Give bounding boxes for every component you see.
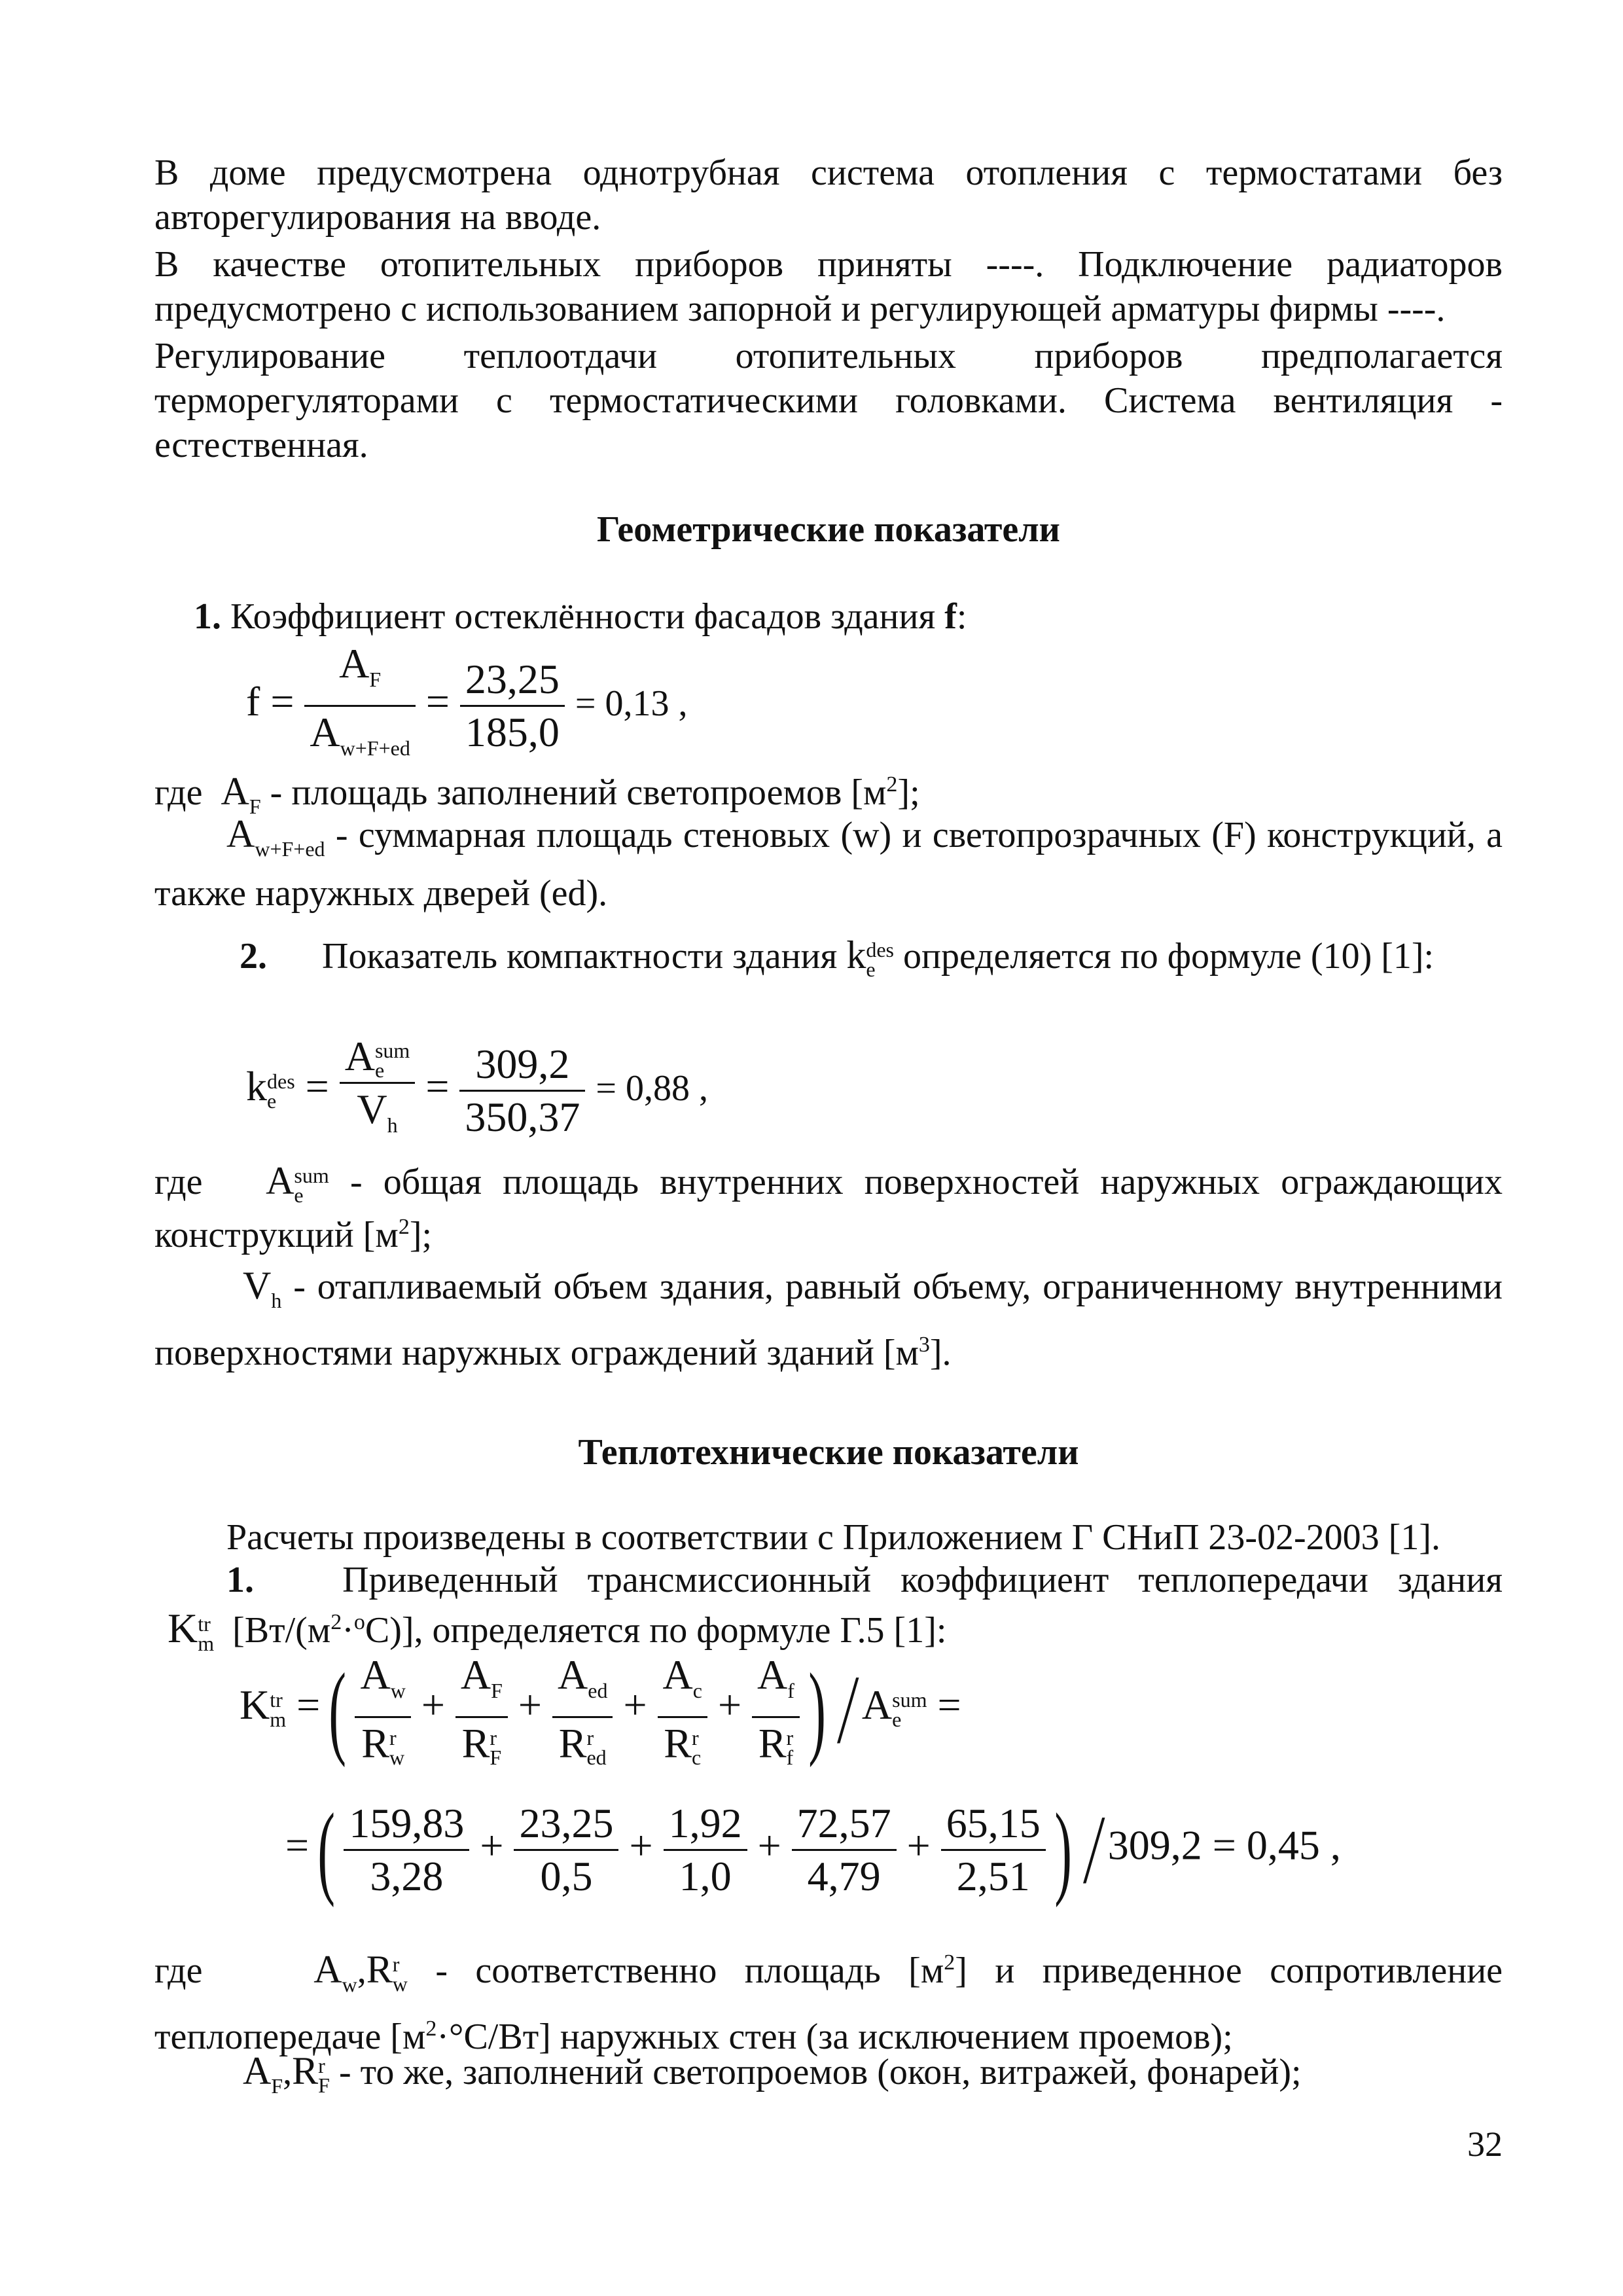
term-den: R — [461, 1720, 490, 1767]
term-den: R — [664, 1720, 692, 1767]
term-den-sup: r — [389, 1726, 397, 1750]
term-den-sup: r — [490, 1726, 497, 1750]
item-sup: tr — [198, 1612, 211, 1636]
term-num: A — [662, 1651, 693, 1698]
intro-paragraph-2: В качестве отопительных приборов приняты ----. Подключение радиаторов предусмотрено с использованием запорной и регулирующей арматуры фирмы ----. — [154, 244, 1503, 329]
formula-transmission-numeric: =( $\frac{159,83}{3,28}$ + $\frac{23,25}{0,5}$ + $\frac{1,92}{1,0}$ + $\frac{72,57}{4,79}$ + $\frac{65,15}{2,51}$ )/309,2 = 0,45 , — [285, 1791, 1341, 1908]
def-text: - суммарная площадь стеновых (w) и светопрозрачных (F) конструкций, а также наружных дверей (ed). — [154, 815, 1503, 914]
close-paren: ) — [1054, 1791, 1072, 1908]
item-sup2: 2 — [330, 1610, 342, 1634]
item-text-b: определяется по формуле (10) [1]: — [893, 936, 1435, 977]
div-supsub — [892, 1687, 927, 1731]
formula-result: = 0,45 , — [1212, 1821, 1341, 1869]
close-paren: ) — [808, 1651, 826, 1768]
term-den-sup: r — [786, 1726, 794, 1750]
term-num: A — [360, 1651, 391, 1698]
item-text-d: С)], определяется по формуле Г.5 [1]: — [365, 1610, 947, 1651]
def-supsub — [294, 1164, 329, 1208]
num-symbol: A — [339, 640, 370, 687]
term-den-supsub — [389, 1726, 405, 1770]
def-text-c: ·°С/Вт] наружных стен (за исключением проемов); — [437, 2017, 1233, 2057]
lhs-sub: m — [270, 1707, 287, 1731]
num-sub: e — [374, 1058, 385, 1083]
plus-sign: + — [896, 1821, 941, 1869]
den-subscript: w+F+ed — [340, 736, 410, 760]
formula-fraction-numeric — [460, 654, 565, 758]
term-den-value: 3,28 — [370, 1852, 444, 1899]
den-subscript: h — [387, 1113, 398, 1137]
item-sup3: o — [353, 1610, 365, 1634]
thermal-heading: Теплотехнические показатели — [578, 1432, 1079, 1473]
term-fraction — [752, 1649, 800, 1769]
term-den-sub: ed — [586, 1746, 607, 1770]
def-symbol: A — [266, 1159, 294, 1202]
def-sub-1: F — [271, 2074, 283, 2098]
item-text-b: [Вт/(м — [232, 1610, 331, 1651]
geometric-heading: Геометрические показатели — [597, 509, 1060, 550]
formula-fraction-symbolic — [304, 638, 415, 774]
den-symbol: V — [357, 1086, 387, 1132]
definition-ae-sum — [154, 1158, 1503, 1257]
plus-sign: + — [707, 1681, 753, 1729]
formula-lhs-supsub — [270, 1687, 287, 1731]
formula-result: = 0,13 , — [575, 683, 688, 725]
num-sup: sum — [374, 1039, 410, 1063]
def-end: ]. — [929, 1333, 952, 1373]
term-fraction — [514, 1798, 618, 1902]
term-num-sub: w — [390, 1679, 406, 1702]
item-supsub — [198, 1612, 215, 1656]
term-fraction — [941, 1798, 1046, 1902]
def-symbol-2: R — [292, 2049, 319, 2092]
term-den: R — [361, 1720, 389, 1767]
term-num-value: 23,25 — [514, 1798, 618, 1851]
lhs-sup: tr — [270, 1687, 283, 1712]
term-den-value: 0,5 — [540, 1852, 593, 1899]
item-number: 1. — [194, 596, 221, 637]
term-num-value: 65,15 — [941, 1798, 1046, 1851]
division-slash: / — [1081, 1795, 1107, 1904]
def-symbol: A — [221, 770, 249, 813]
term-den-value: 2,51 — [956, 1852, 1030, 1899]
item-number: 1. — [226, 1560, 254, 1600]
formula-fraction-symbolic — [340, 1031, 416, 1151]
def-sub: e — [294, 1183, 304, 1208]
term-num: A — [757, 1651, 788, 1698]
term-num: A — [460, 1651, 491, 1698]
formula-tail: = — [937, 1681, 961, 1729]
item-text-c: · — [342, 1610, 354, 1651]
definition-aw-rw: где $A_w,R$ r w - соответственно площадь $[м^2]$ и приведенное сопротивление теплопередаче $[м^2\cdot^\circ С/Вт]$ наружных стен (за исключением проемов); — [154, 1948, 1503, 2057]
open-paren: ( — [317, 1791, 336, 1908]
term-fraction — [664, 1798, 747, 1902]
def-subscript: F — [249, 795, 261, 818]
lhs-sub: e — [267, 1088, 277, 1113]
formula-compactness: k des e = A sum e $V_h$ = $\frac{309,2}{350,37}$ = 0,88 , — [246, 1031, 708, 1151]
formula-fraction-numeric — [459, 1039, 585, 1143]
def-superscript: 2 — [944, 1950, 955, 1975]
div-sup: sum — [892, 1687, 927, 1712]
plus-sign: + — [507, 1681, 553, 1729]
item-text-a: Показатель компактности здания — [322, 936, 847, 977]
geometric-item-2 — [154, 933, 1503, 982]
lhs-sup: des — [267, 1069, 295, 1093]
def-symbol: A — [226, 812, 255, 855]
def-text-b: ] и приведенное сопротивление теплопередаче [м — [154, 1950, 1503, 2057]
def-superscript: 2 — [398, 1215, 410, 1240]
plus-sign: + — [618, 1821, 664, 1869]
term-num-sub: c — [692, 1679, 702, 1702]
geometric-item-1 — [194, 594, 967, 639]
div-symbol: A — [861, 1681, 893, 1729]
thermal-item-1-line2 — [168, 1600, 1503, 1656]
item-colon: : — [956, 596, 967, 637]
term-num-sub: f — [787, 1679, 794, 1702]
def-symbol: V — [243, 1264, 272, 1307]
item-text-a: Приведенный трансмиссионный коэффициент теплопередачи здания — [342, 1560, 1503, 1600]
item-text: Коэффициент остеклённости фасадов здания — [230, 596, 945, 637]
den-value: 350,37 — [465, 1094, 580, 1140]
plus-sign: + — [747, 1821, 792, 1869]
term-den-sub: F — [490, 1746, 502, 1770]
item-supsub — [866, 938, 894, 982]
def-superscript: 3 — [918, 1333, 930, 1357]
def-symbol-2: R — [366, 1948, 393, 1991]
term-den-sup: r — [691, 1726, 699, 1750]
num-value: 309,2 — [459, 1039, 585, 1092]
term-den-sup: r — [586, 1726, 594, 1750]
den-symbol: A — [310, 709, 340, 755]
item-number: 2. — [240, 936, 267, 977]
div-value: 309,2 — [1107, 1821, 1202, 1869]
def-end: ]; — [897, 772, 920, 813]
intro-paragraph-1: В доме предусмотрена однотрубная система отопления с термостатами без авторегулирования на вводе. — [154, 152, 1503, 238]
def-sup: sum — [294, 1164, 329, 1188]
def-sub-2: w — [392, 1972, 408, 1996]
term-den-sub: f — [786, 1746, 794, 1770]
term-den-supsub — [691, 1726, 702, 1770]
term-num-sub: ed — [588, 1679, 608, 1702]
def-subscript: h — [271, 1289, 282, 1312]
page-number: 32 — [1467, 2125, 1503, 2164]
def-sup-2: r — [318, 2054, 325, 2078]
def-sup-2: r — [392, 1952, 400, 1977]
num-supsub — [374, 1039, 410, 1083]
item-sup: des — [866, 938, 894, 962]
item-symbol: k — [846, 933, 866, 977]
term-fraction — [344, 1798, 469, 1902]
def-superscript-b: 2 — [425, 2017, 437, 2041]
term-fraction — [658, 1649, 707, 1769]
def-text: - отапливаемый объем здания, равный объему, ограниченному внутренними поверхностями наружных ограждений зданий [м — [154, 1266, 1503, 1373]
num-value: 23,25 — [460, 654, 565, 707]
item-variable: f — [944, 596, 957, 637]
term-fraction — [792, 1798, 897, 1902]
def-subscript: w+F+ed — [255, 837, 325, 861]
thermal-item-1-line1 — [226, 1558, 1503, 1602]
item-sub: e — [866, 958, 876, 982]
def-symbol-1: A — [243, 2049, 272, 2092]
def-supsub-2 — [393, 1954, 408, 1994]
def-sub-2: F — [318, 2073, 330, 2098]
formula-lhs-symbol: K — [240, 1681, 270, 1729]
term-den-sub: c — [691, 1746, 702, 1770]
intro-paragraph-3: Регулирование теплоотдачи отопительных приборов предполагается терморегуляторами с термостатическими головками. Система вентиляция - естественная. — [154, 336, 1503, 465]
def-text-a: - соответственно площадь [м — [407, 1950, 944, 1991]
def-symbol-1: A — [313, 1948, 342, 1991]
plus-sign: + — [469, 1821, 514, 1869]
term-den: R — [558, 1720, 587, 1767]
def-text: - общая площадь внутренних поверхностей наружных ограждающих конструкций [м — [154, 1162, 1503, 1256]
term-num-value: 159,83 — [344, 1798, 469, 1851]
thermal-intro: Расчеты произведены в соответствии с Приложением Г СНиП 23-02-2003 [1]. — [226, 1517, 1440, 1558]
plus-sign: + — [613, 1681, 658, 1729]
def-supsub-2 — [318, 2054, 330, 2098]
formula-result: = 0,88 , — [596, 1068, 708, 1109]
term-num-value: 72,57 — [792, 1798, 897, 1851]
num-symbol: A — [344, 1033, 375, 1079]
num-subscript: F — [369, 668, 382, 691]
where-prefix: где — [154, 1950, 203, 1991]
plus-sign: + — [410, 1681, 455, 1729]
term-num-sub: F — [491, 1679, 503, 1702]
def-sub-1: w — [342, 1973, 357, 1996]
term-num-value: 1,92 — [664, 1798, 747, 1851]
den-value: 185,0 — [465, 709, 560, 755]
item-sub: m — [198, 1632, 215, 1656]
formula-lhs-supsub — [267, 1071, 295, 1111]
term-den-sub: w — [389, 1746, 405, 1770]
formula-glazing-ratio: f = $\frac{A_F}{A_{w+F+ed}}$ = $\frac{23,25}{185,0}$ = 0,13 , — [246, 638, 688, 774]
definition-af-rf: $A_F,R$ r F - то же, заполнений светопроемов (окон, витражей, фонарей); — [243, 2049, 1302, 2098]
formula-lhs-symbol: k — [246, 1063, 267, 1110]
term-den-value: 1,0 — [679, 1852, 732, 1899]
def-text: - то же, заполнений светопроемов (окон, витражей, фонарей); — [329, 2052, 1302, 2092]
term-num: A — [558, 1651, 588, 1698]
formula-lhs: f — [246, 678, 260, 725]
item-symbol: K — [168, 1605, 198, 1651]
where-prefix: где — [154, 772, 203, 813]
definition-vh — [154, 1263, 1503, 1375]
def-end: ]; — [409, 1215, 433, 1256]
term-den-supsub — [586, 1726, 607, 1770]
term-den: R — [758, 1720, 787, 1767]
division-slash: / — [835, 1655, 861, 1764]
term-den-value: 4,79 — [807, 1852, 881, 1899]
def-superscript: 2 — [886, 772, 898, 797]
open-paren: ( — [329, 1651, 347, 1768]
def-text: - площадь заполнений светопроемов [м — [260, 772, 887, 813]
div-sub: e — [892, 1707, 902, 1731]
term-fraction — [552, 1649, 613, 1769]
formula-transmission-symbolic: K tr m =( $A_w$ R r w + $A_F$ R r F + $A_{ed}$ R r ed + $A_c$ R r c + $A_f$ R r f )/A sum e = — [240, 1649, 961, 1769]
term-fraction — [355, 1649, 410, 1769]
definition-awfed — [154, 812, 1503, 916]
term-den-supsub — [490, 1726, 502, 1770]
term-den-supsub — [786, 1726, 794, 1770]
where-prefix: где — [154, 1162, 203, 1202]
term-fraction — [455, 1649, 508, 1769]
